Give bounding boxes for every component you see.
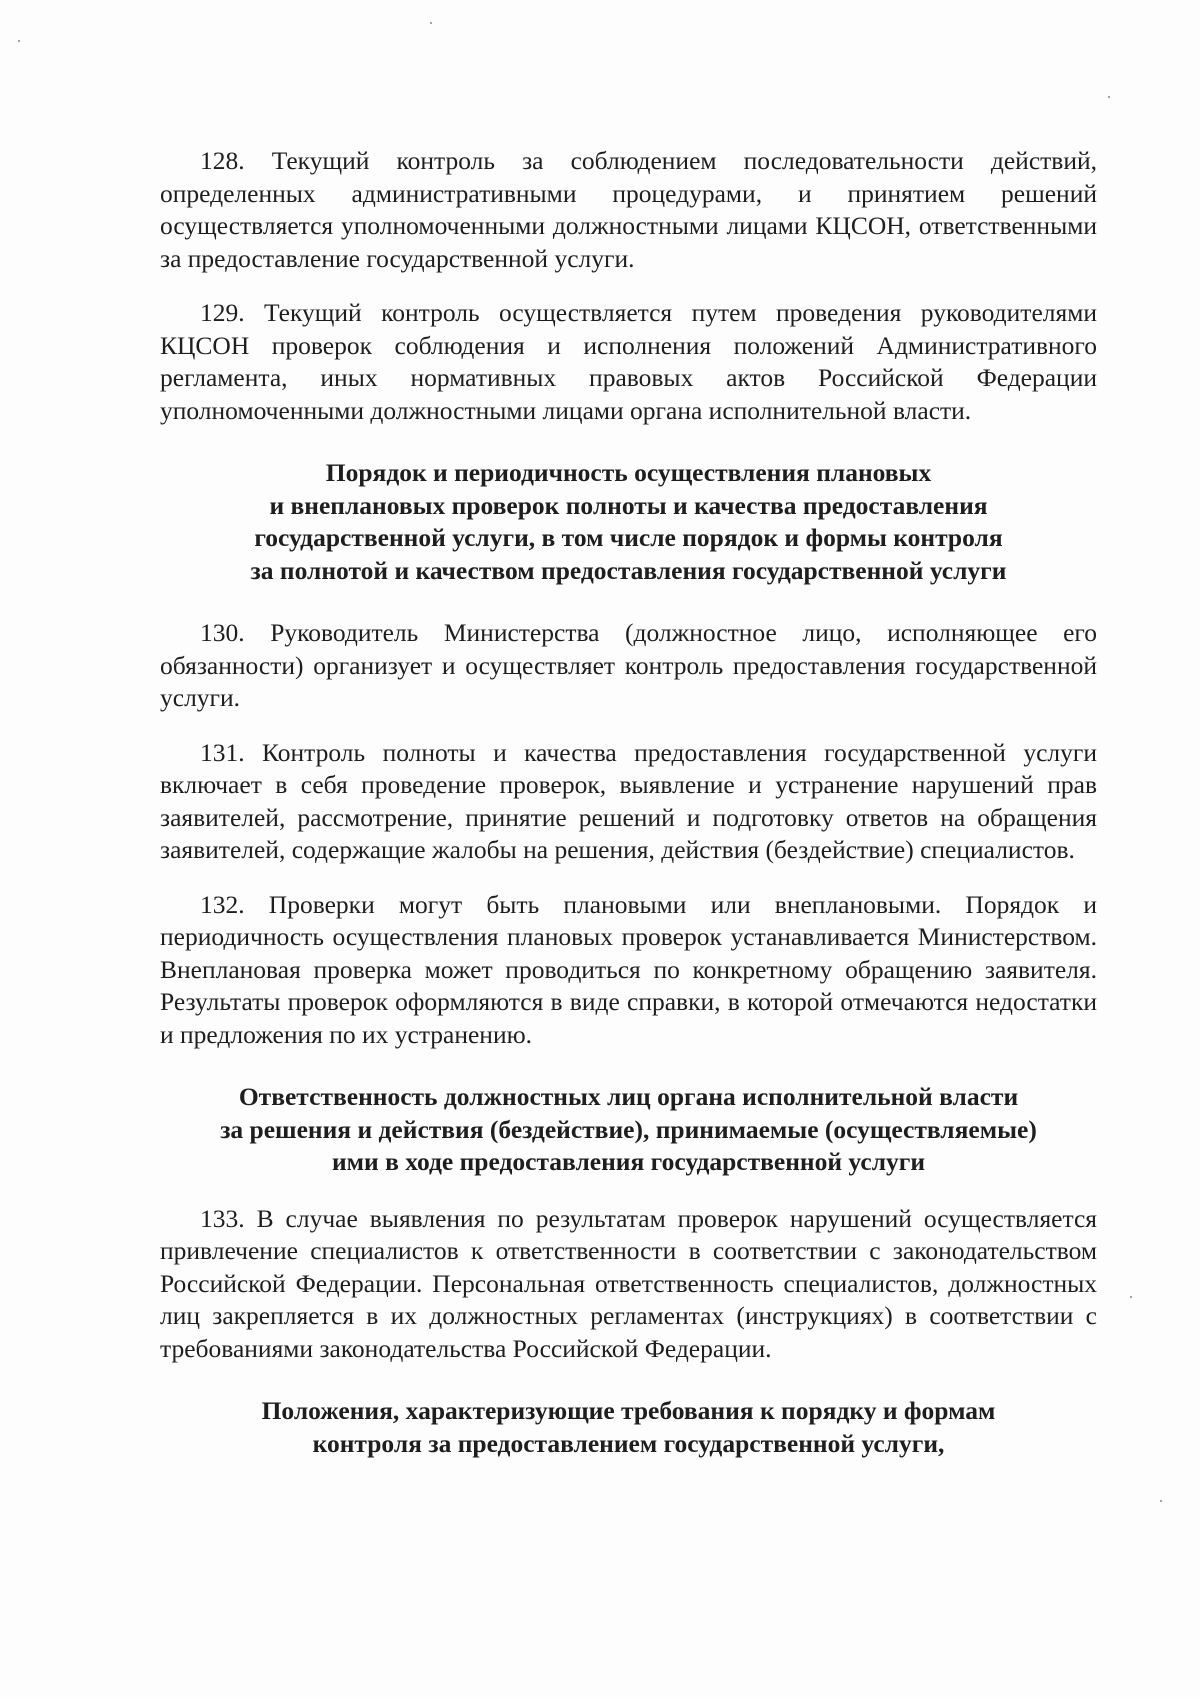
scan-speck — [1160, 1500, 1162, 1502]
paragraph-133: 133. В случае выявления по результатам проверок нарушений осуществляется привлечение специалистов к ответственности в соответствии с законодательством Российской Федерации. Персональная ответственность специалистов, должностных лиц закрепляется в их должностных регламентах (инструкциях) в соответствии с требованиями законодательства Российской Федерации. — [160, 1203, 1097, 1363]
heading-line: контроля за предоставлением государственной услуги, — [312, 1428, 945, 1458]
scan-speck — [18, 40, 20, 42]
section-heading-responsibility — [160, 1081, 1097, 1179]
scan-speck — [430, 22, 432, 24]
section-heading-inspections — [160, 457, 1097, 587]
heading-line: ими в ходе предоставления государственной услуги — [331, 1147, 926, 1176]
paragraph-130: 130. Руководитель Министерства (должностное лицо, исполняющее его обязанности) организует и осуществляет контроль предоставления государственной услуги. — [160, 618, 1097, 712]
page-content — [160, 145, 1097, 1460]
heading-line: Порядок и периодичность осуществления плановых — [325, 458, 932, 487]
section-heading-control-requirements — [160, 1395, 1097, 1460]
heading-line: за решения и действия (бездействие), принимаемые (осуществляемые) — [220, 1114, 1037, 1144]
heading-line: за полнотой и качеством предоставления государственной услуги — [250, 555, 1007, 585]
scan-speck — [1130, 1296, 1132, 1298]
heading-line: Ответственность должностных лиц органа исполнительной власти — [238, 1082, 1019, 1111]
heading-line: Положения, характеризующие требования к порядку и формам — [261, 1396, 996, 1425]
heading-line: и внеплановых проверок полноты и качества предоставления — [269, 490, 988, 520]
heading-line: государственной услуги, в том числе порядок и формы контроля — [254, 523, 1003, 552]
paragraph-132: 132. Проверки могут быть плановыми или внеплановыми. Порядок и периодичность осуществления плановых проверок устанавливается Министерством. Внеплановая проверка может проводиться по конкретному обращению заявителя. Результаты проверок оформляются в виде справки, в которой отмечаются недостатки и предложения по их устранению. — [160, 889, 1097, 1049]
paragraph-129: 129. Текущий контроль осуществляется путем проведения руководителями КЦСОН проверок соблюдения и исполнения положений Административного регламента, иных нормативных правовых актов Российской Федерации уполномоченными должностными лицами органа исполнительной власти. — [160, 298, 1097, 425]
paragraph-128: 128. Текущий контроль за соблюдением последовательности действий, определенных административными процедурами, и принятием решений осуществляется уполномоченными должностными лицами КЦСОН, ответственными за предоставление государственной услуги. — [160, 146, 1097, 273]
paragraph-131: 131. Контроль полноты и качества предоставления государственной услуги включает в себя проведение проверок, выявление и устранение нарушений прав заявителей, рассмотрение, принятие решений и подготовку ответов на обращения заявителей, содержащие жалобы на решения, действия (бездействие) специалистов. — [160, 737, 1097, 864]
scan-speck — [1108, 96, 1110, 98]
